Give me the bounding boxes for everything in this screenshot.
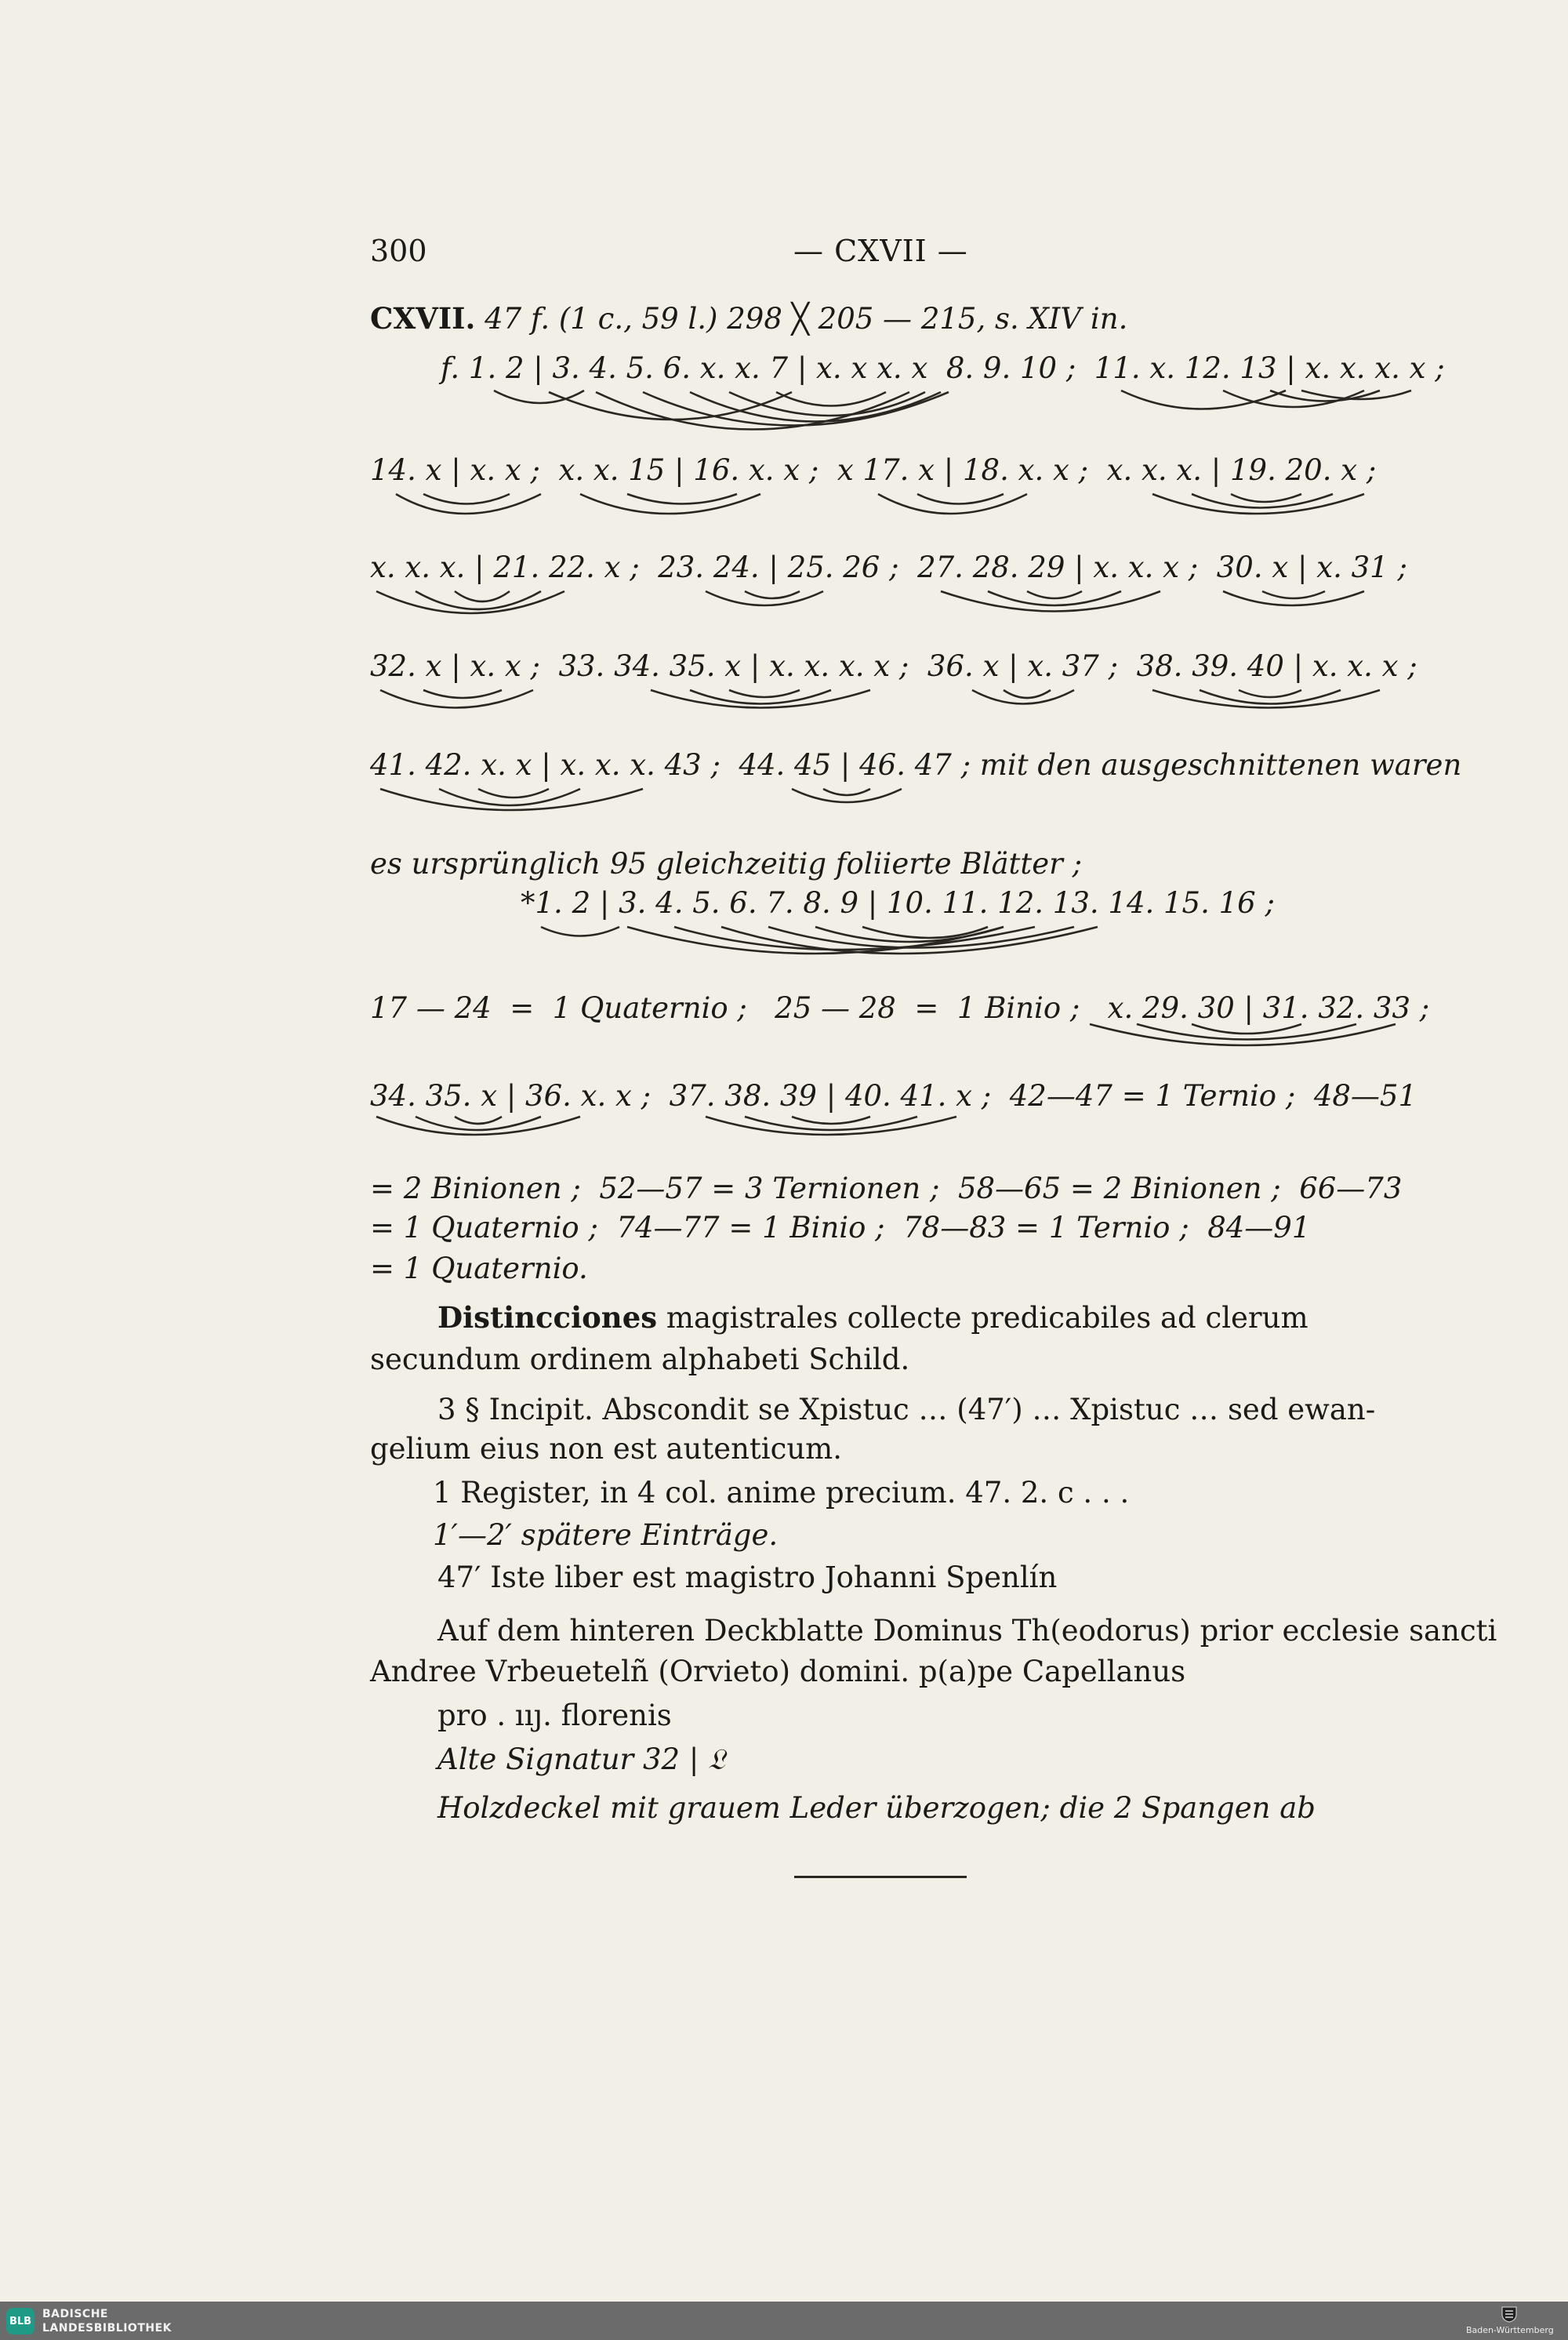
quire-arc: [972, 690, 1074, 704]
quire-arc: [706, 591, 823, 605]
quire-arc: [1192, 494, 1333, 508]
title-bold: Distincciones: [437, 1300, 658, 1335]
incipit-line-1: 3 § Incipit. Abscondit se Xpistuc … (47′) … Xpistuc … sed ewan-: [437, 1393, 1376, 1426]
library-logo: BLB: [6, 2308, 34, 2335]
quire-arc: [439, 789, 580, 805]
quire-arc: [792, 1117, 870, 1124]
quire-arc: [745, 591, 800, 598]
quire-arc: [380, 789, 643, 810]
footer-bar: [0, 2302, 1568, 2340]
collation-line-6: es ursprünglich 95 gleichzeitig foliierte Blätter ;: [370, 847, 1083, 881]
quire-arc: [651, 690, 870, 708]
quire-arc: [376, 591, 564, 613]
library-name-line-1: BADISCHE: [42, 2308, 108, 2320]
quire-arc: [1239, 690, 1301, 697]
pastedown-note-1: Auf dem hinteren Deckblatte Dominus Th(eodorus) prior ecclesie sancti: [437, 1614, 1497, 1648]
quire-arc: [549, 392, 792, 420]
title-rest: magistrales collecte predicabiles ad clerum: [657, 1301, 1308, 1335]
quire-arc: [690, 690, 831, 704]
quire-arc: [1223, 591, 1364, 605]
quire-arc: [376, 1117, 580, 1135]
collation-line-9: 34. 35. x | 36. x. x ; 37. 38. 39 | 40. 41. x ; 42—47 = 1 Ternio ; 48—51: [370, 1079, 1417, 1113]
collation-line-2: 14. x | x. x ; x. x. 15 | 16. x. x ; x 17. x | 18. x. x ; x. x. x. | 19. 20. x ;: [370, 453, 1377, 487]
ownership-note: 47′ Iste liber est magistro Johanni Spenlín: [437, 1561, 1058, 1594]
quire-arc: [1262, 591, 1325, 598]
collation-line-8: 17 — 24 = 1 Quaternio ; 25 — 28 = 1 Binio ; x. 29. 30 | 31. 32. 33 ;: [370, 991, 1430, 1025]
quire-arc: [1137, 1024, 1356, 1040]
quire-arc: [768, 927, 1074, 948]
collation-line-12: = 1 Quaternio.: [370, 1252, 588, 1285]
entry-number: CXVII.: [370, 301, 476, 336]
quire-arc: [1231, 494, 1301, 502]
quire-arc: [941, 591, 1160, 612]
quire-arc: [494, 391, 584, 403]
quire-arc: [396, 494, 541, 514]
quire-arc: [1152, 494, 1364, 514]
quire-arc: [1121, 391, 1286, 409]
quire-arc: [729, 392, 925, 416]
incipit-line-2: gelium eius non est autenticum.: [370, 1432, 843, 1466]
collation-line-10: = 2 Binionen ; 52—57 = 3 Ternionen ; 58—65 = 2 Binionen ; 66—73: [370, 1172, 1403, 1205]
end-rule: [794, 1876, 967, 1878]
title-line-1: [437, 1300, 1405, 1335]
quire-arc: [1004, 690, 1051, 698]
entry-heading: [370, 301, 1405, 336]
quire-arc: [627, 494, 737, 504]
quire-arc: [988, 591, 1121, 605]
quire-arc: [416, 591, 541, 609]
quire-arc: [423, 690, 502, 698]
quire-arc: [455, 1117, 502, 1124]
quire-arc: [823, 789, 870, 795]
quire-arc: [1090, 1024, 1396, 1045]
quire-arc: [862, 927, 988, 938]
entry-description: 47 f. (1 c., 59 l.) 298 ╳ 205 — 215, s. XIV in.: [475, 302, 1128, 336]
collation-line-11: = 1 Quaternio ; 74—77 = 1 Binio ; 78—83 = 1 Ternio ; 84—91: [370, 1211, 1311, 1244]
quire-arc: [416, 1117, 541, 1130]
old-shelfmark: Alte Signatur 32 | 𝔏: [437, 1742, 725, 1776]
library-name-line-2: LANDESBIBLIOTHEK: [42, 2322, 172, 2335]
quire-arc: [745, 1117, 917, 1130]
quire-arc: [729, 690, 800, 697]
quire-arc: [815, 927, 1004, 942]
quire-arc: [721, 927, 1098, 954]
quire-arc: [917, 494, 1004, 504]
quire-arc: [1301, 391, 1411, 399]
price-note: pro . ııȷ. florenis: [437, 1699, 672, 1732]
register-note: 1 Register, in 4 col. anime precium. 47. 2. c . . .: [433, 1476, 1130, 1510]
partner-label: Baden-Württemberg: [1466, 2325, 1554, 2335]
collation-line-7: *1. 2 | 3. 4. 5. 6. 7. 8. 9 | 10. 11. 12. 13. 14. 15. 16 ;: [521, 886, 1275, 920]
quire-arc: [1270, 391, 1380, 402]
quire-arc: [380, 690, 533, 708]
quire-arc: [1152, 690, 1380, 708]
quire-arc: [706, 1117, 956, 1135]
page-number: 300: [370, 234, 427, 268]
quire-arc: [643, 392, 949, 426]
quire-arc: [1200, 690, 1341, 704]
quire-arc: [674, 927, 1035, 950]
quire-arc: [878, 494, 1027, 514]
quire-arc: [596, 392, 909, 430]
quire-arc: [580, 494, 760, 514]
collation-line-1: f. 1. 2 | 3. 4. 5. 6. x. x. 7 | x. x x. x 8. 9. 10 ; 11. x. 12. 13 | x. x. x. x ;: [441, 351, 1445, 385]
quire-arc: [627, 927, 1004, 954]
pastedown-note-2: Andree Vrbeuetelñ (Orvieto) domini. p(a)pe Capellanus: [370, 1655, 1186, 1688]
quire-arc: [690, 392, 941, 422]
quire-arc: [478, 789, 549, 798]
quire-arc: [541, 927, 619, 936]
title-line-2: secundum ordinem alphabeti Schild.: [370, 1343, 910, 1376]
quire-arc: [776, 392, 886, 406]
binding-note: Holzdeckel mit grauem Leder überzogen; die 2 Spangen ab: [437, 1791, 1316, 1825]
quire-arc: [792, 789, 902, 802]
quire-arc: [423, 494, 510, 504]
collation-line-3: x. x. x. | 21. 22. x ; 23. 24. | 25. 26 ; 27. 28. 29 | x. x. x ; 30. x | x. 31 ;: [370, 550, 1407, 584]
collation-line-4: 32. x | x. x ; 33. 34. 35. x | x. x. x. x ; 36. x | x. 37 ; 38. 39. 40 | x. x. x ;: [370, 649, 1417, 683]
crest-icon: [1501, 2304, 1518, 2323]
later-entries-note: 1′—2′ spätere Einträge.: [433, 1518, 779, 1552]
running-head: — CXVII —: [793, 234, 968, 268]
collation-line-5: 41. 42. x. x | x. x. x. 43 ; 44. 45 | 46. 47 ; mit den ausgeschnittenen waren: [370, 748, 1462, 782]
quire-arc: [1223, 391, 1364, 407]
quire-arc: [455, 591, 510, 601]
quire-arc: [1027, 591, 1082, 598]
